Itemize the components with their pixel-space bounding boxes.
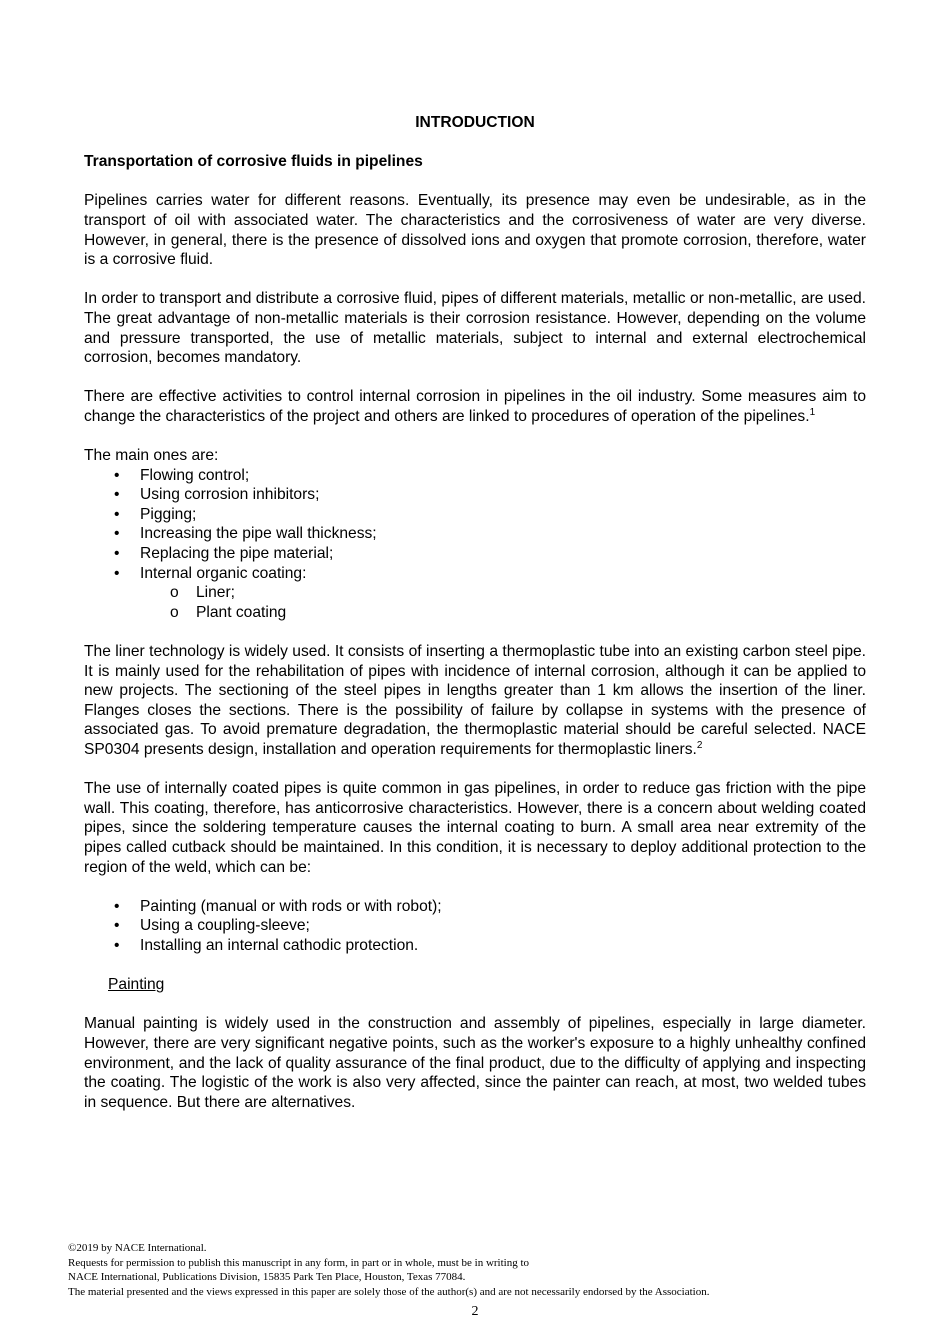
bullet-list bbox=[84, 897, 866, 956]
sub-bullet-list bbox=[84, 583, 866, 622]
footer-line: The material presented and the views expressed in this paper are solely those of the author(s) and are not necessarily endorsed by the Association. bbox=[68, 1285, 710, 1298]
bullet-icon: • bbox=[114, 466, 120, 484]
bullet-list bbox=[84, 466, 866, 584]
bullet-icon: • bbox=[114, 936, 120, 954]
bullet-icon: • bbox=[114, 564, 120, 582]
circle-bullet-icon: o bbox=[170, 603, 179, 621]
list-item-text: Flowing control; bbox=[140, 466, 250, 484]
list-item-text: Painting (manual or with rods or with robot); bbox=[140, 897, 442, 915]
footer-line: Requests for permission to publish this manuscript in any form, in part or in whole, must be in writing to bbox=[68, 1256, 530, 1269]
footer-line: NACE International, Publications Division, 15835 Park Ten Place, Houston, Texas 77084. bbox=[68, 1271, 466, 1284]
list-item-text: Pigging; bbox=[140, 505, 197, 523]
bullet-icon: • bbox=[114, 897, 120, 915]
footer-line: ©2019 by NACE International. bbox=[68, 1242, 207, 1254]
bullet-icon: • bbox=[114, 505, 120, 523]
list-item-text: Installing an internal cathodic protection. bbox=[140, 936, 419, 954]
paragraph bbox=[84, 387, 866, 426]
list-item bbox=[84, 505, 866, 525]
list-item bbox=[84, 897, 866, 917]
paragraph-text: There are effective activities to control internal corrosion in pipelines in the oil industry. Some measures aim to change the characteristics of the project and others are linked to procedures of operation of the pipelines. bbox=[84, 388, 866, 425]
list-item bbox=[84, 916, 866, 936]
list-item-text: Using a coupling-sleeve; bbox=[140, 917, 310, 935]
bullet-icon: • bbox=[114, 917, 120, 935]
paragraph: In order to transport and distribute a corrosive fluid, pipes of different materials, metallic or non-metallic, are used. The great advantage of non-metallic materials is their corrosion resistance. However, depending on the volume and pressure transported, the use of metallic materials, subject to internal and external electrochemical corrosion, becomes mandatory. bbox=[84, 290, 866, 367]
bullet-icon: • bbox=[114, 486, 120, 504]
section-title: INTRODUCTION bbox=[415, 114, 535, 131]
paragraph bbox=[84, 642, 866, 760]
list-item-text: Plant coating bbox=[196, 603, 287, 621]
list-item-text: Replacing the pipe material; bbox=[140, 545, 334, 563]
list-item bbox=[84, 564, 866, 584]
bullet-icon: • bbox=[114, 545, 120, 563]
list-item-text: Liner; bbox=[196, 584, 236, 602]
list-item-text: Using corrosion inhibitors; bbox=[140, 486, 320, 504]
list-item bbox=[84, 524, 866, 544]
copyright-footer bbox=[68, 1241, 709, 1299]
paragraph-text: The liner technology is widely used. It consists of inserting a thermoplastic tube into an existing carbon steel pipe. It is mainly used for the rehabilitation of pipes with incidence of internal corrosion, although it can be applied to new projects. The sectioning of the steel pipes in lengths greater than 1 km allows the insertion of the liner. Flanges closes the sections. There is the possibility of failure by collapse in systems with the presence of associated gas. To avoid premature degradation, the thermoplastic material should be careful selected. NACE SP0304 presents design, installation and operation requirements for thermoplastic liners. bbox=[84, 643, 866, 758]
list-intro: The main ones are: bbox=[84, 447, 219, 465]
list-item bbox=[84, 485, 866, 505]
list-item bbox=[84, 936, 866, 956]
paragraph: Manual painting is widely used in the construction and assembly of pipelines, especially in large diameter. However, there are very significant negative points, such as the worker's exposure to a highly unhealthy confined environment, and the lack of quality assurance of the final product, due to the difficulty of applying and inspecting the coating. The logistic of the work is also very affected, since the painter can reach, at most, two welded tubes in sequence. But there are alternatives. bbox=[84, 1015, 866, 1111]
paragraph: The use of internally coated pipes is quite common in gas pipelines, in order to reduce gas friction with the pipe wall. This coating, therefore, has anticorrosive characteristics. However, there is a concern about welding coated pipes, since the soldering temperature causes the internal coating to burn. A small area near extremity of the pipes called cutback should be maintained. In this condition, it is necessary to deploy additional protection to the region of the weld, which can be: bbox=[84, 780, 866, 876]
reference-mark: 1 bbox=[809, 406, 816, 418]
list-item-text: Internal organic coating: bbox=[140, 564, 307, 582]
list-item bbox=[84, 466, 866, 486]
circle-bullet-icon: o bbox=[170, 584, 179, 602]
page-number: 2 bbox=[471, 1304, 479, 1319]
sub-list-item bbox=[84, 603, 866, 623]
page-body bbox=[84, 113, 866, 1132]
list-item bbox=[84, 544, 866, 564]
reference-mark: 2 bbox=[696, 739, 703, 751]
list-item-text: Increasing the pipe wall thickness; bbox=[140, 525, 377, 543]
section-heading-painting: Painting bbox=[108, 976, 165, 994]
bullet-icon: • bbox=[114, 525, 120, 543]
paragraph: Pipelines carries water for different reasons. Eventually, its presence may even be undesirable, as in the transport of oil with associated water. The characteristics and the corrosiveness of water are very diverse. However, in general, there is the presence of dissolved ions and oxygen that promote corrosion, therefore, water is a corrosive fluid. bbox=[84, 192, 866, 269]
sub-list-item bbox=[84, 583, 866, 603]
subsection-heading: Transportation of corrosive fluids in pipelines bbox=[84, 153, 423, 171]
